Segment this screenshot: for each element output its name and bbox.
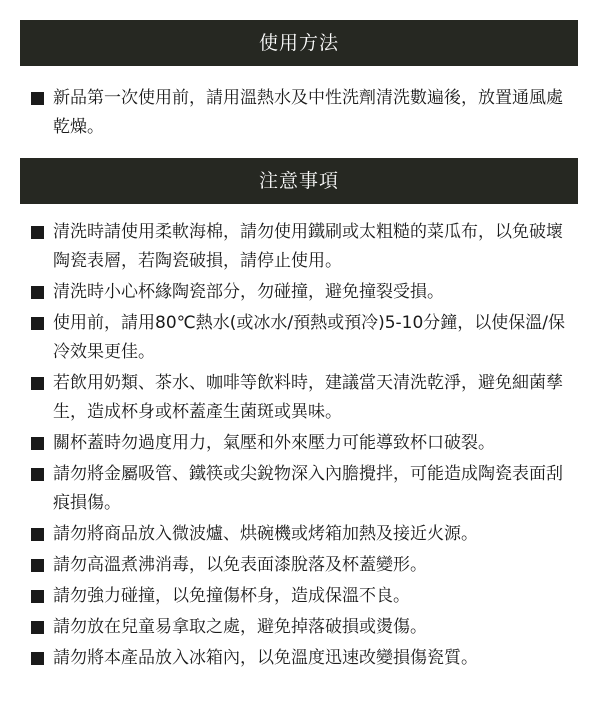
square-bullet-icon bbox=[31, 652, 44, 665]
note-item-text: 請勿高溫煮沸消毒，以免表面漆脫落及杯蓋變形。 bbox=[53, 555, 427, 575]
note-item-text: 請勿將金屬吸管、鐵筷或尖銳物深入內膽攪拌，可能造成陶瓷表面刮痕損傷。 bbox=[53, 464, 563, 513]
notes-list bbox=[30, 218, 575, 675]
note-item-text: 若飲用奶類、茶水、咖啡等飲料時，建議當天清洗乾淨，避免細菌孳生，造成杯身或杯蓋產生菌斑或異味。 bbox=[53, 373, 563, 422]
square-bullet-icon bbox=[31, 437, 44, 450]
notes-section-title: 注意事項 bbox=[258, 170, 339, 192]
note-item bbox=[30, 582, 575, 611]
square-bullet-icon bbox=[31, 286, 44, 299]
usage-list bbox=[30, 84, 575, 147]
note-item bbox=[30, 309, 575, 367]
note-item-text: 使用前，請用80℃熱水(或冰水/預熱或預冷)5-10分鐘，以使保溫/保冷效果更佳。 bbox=[53, 313, 566, 362]
note-item-text: 清洗時小心杯緣陶瓷部分，勿碰撞，避免撞裂受損。 bbox=[53, 282, 444, 302]
square-bullet-icon bbox=[31, 621, 44, 634]
square-bullet-icon bbox=[31, 317, 44, 330]
square-bullet-icon bbox=[31, 92, 44, 105]
note-item bbox=[30, 613, 575, 642]
note-item-text: 清洗時請使用柔軟海棉，請勿使用鐵刷或太粗糙的菜瓜布，以免破壞陶瓷表層，若陶瓷破損，請停止使用。 bbox=[53, 222, 563, 271]
square-bullet-icon bbox=[31, 528, 44, 541]
square-bullet-icon bbox=[31, 590, 44, 603]
usage-section-title: 使用方法 bbox=[258, 32, 339, 54]
square-bullet-icon bbox=[31, 377, 44, 390]
note-item bbox=[30, 218, 575, 276]
note-item-text: 請勿將商品放入微波爐、烘碗機或烤箱加熱及接近火源。 bbox=[53, 524, 478, 544]
note-item bbox=[30, 369, 575, 427]
note-item bbox=[30, 520, 575, 549]
note-item bbox=[30, 429, 575, 458]
square-bullet-icon bbox=[31, 468, 44, 481]
note-item bbox=[30, 278, 575, 307]
note-item bbox=[30, 551, 575, 580]
usage-item bbox=[30, 84, 575, 142]
square-bullet-icon bbox=[31, 559, 44, 572]
note-item bbox=[30, 460, 575, 518]
note-item-text: 請勿強力碰撞，以免撞傷杯身，造成保溫不良。 bbox=[53, 586, 410, 606]
usage-section-header bbox=[20, 20, 578, 66]
usage-item-text: 新品第一次使用前，請用溫熱水及中性洗劑清洗數遍後，放置通風處乾燥。 bbox=[53, 88, 563, 137]
note-item bbox=[30, 644, 575, 673]
notes-section-header bbox=[20, 158, 578, 204]
note-item-text: 請勿放在兒童易拿取之處，避免掉落破損或燙傷。 bbox=[53, 617, 427, 637]
note-item-text: 請勿將本產品放入冰箱內，以免溫度迅速改變損傷瓷質。 bbox=[53, 648, 478, 668]
square-bullet-icon bbox=[31, 226, 44, 239]
note-item-text: 關杯蓋時勿過度用力，氣壓和外來壓力可能導致杯口破裂。 bbox=[53, 433, 495, 453]
